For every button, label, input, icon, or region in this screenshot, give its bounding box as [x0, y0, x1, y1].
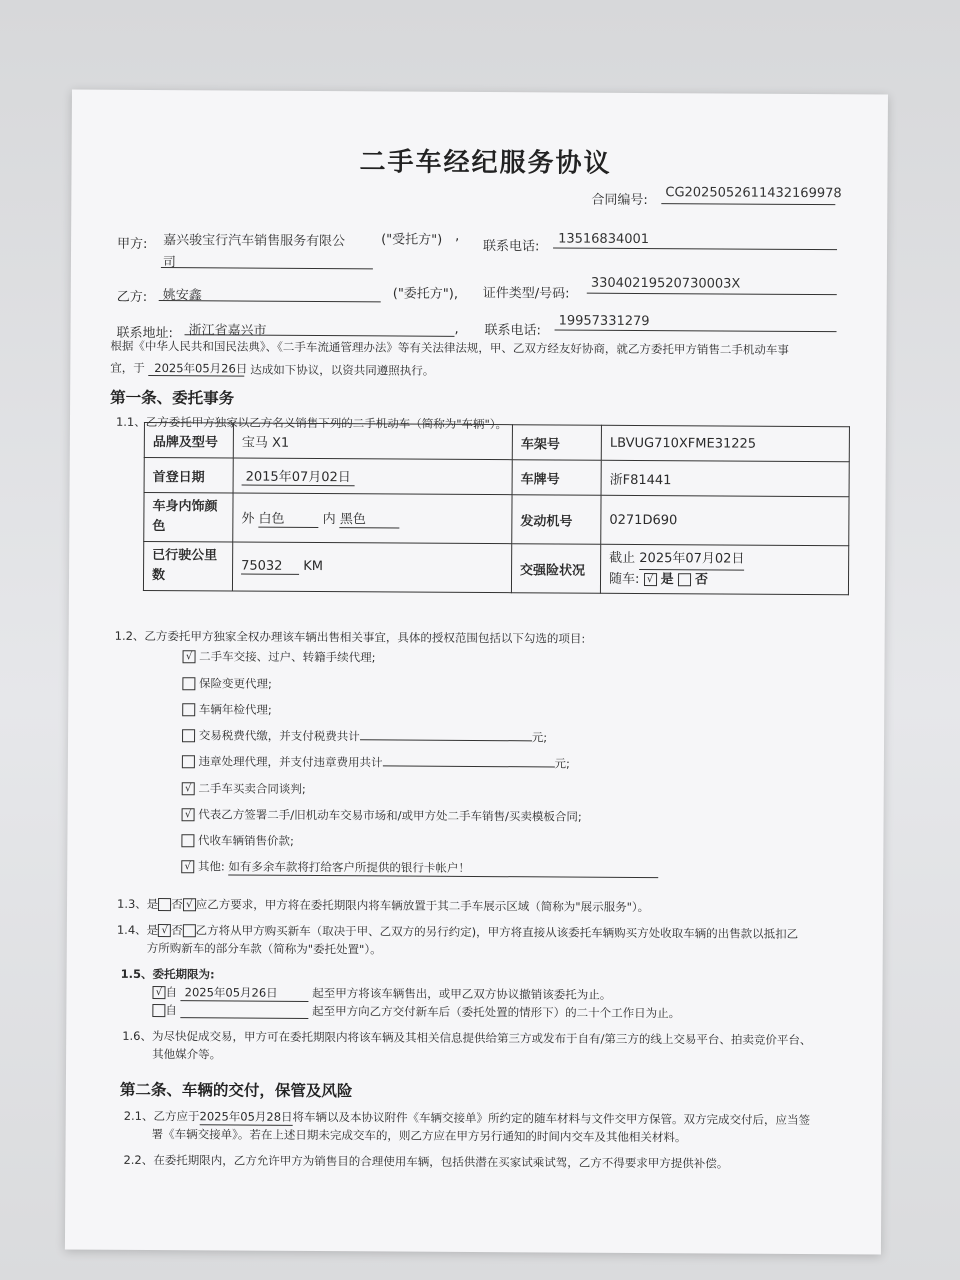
party-a-role: ("受托方") [381, 232, 443, 248]
clause-1-4-no-checkbox[interactable] [183, 924, 196, 937]
item-checkbox[interactable] [182, 677, 195, 690]
clause-1-4-line2: 方所购新车的部分车款（简称为"委托处置"）。 [146, 940, 382, 957]
item-text: 代收车辆销售价款; [198, 833, 294, 848]
term-row-1 [152, 984, 611, 1004]
term-row-2 [152, 1002, 680, 1021]
term-2-checkbox[interactable] [152, 1004, 165, 1017]
clause-2-2: 2.2、在委托期限内，乙方允许甲方为销售目的合理使用车辆，包括供潜在买家试乘试驾，乙方不得要求甲方提供补偿。 [123, 1152, 729, 1171]
term-2-text: 起至甲方向乙方交付新车后（委托处置的情形下）的二十个工作日为止。 [312, 1003, 681, 1021]
mileage-unit: KM [303, 558, 324, 575]
plate-value: 浙F81441 [601, 460, 849, 497]
exterior-label: 外 [241, 511, 255, 527]
list-item [182, 701, 272, 718]
exterior-color: 白色 [258, 508, 318, 528]
vin-label: 车架号 [512, 425, 601, 461]
item-text: 其他: [197, 859, 225, 874]
party-b-phone-underline [555, 329, 837, 332]
other-item-fill: 如有多余车款将打给客户所提供的银行卡帐户！ [228, 858, 658, 878]
item-checkbox[interactable] [182, 755, 195, 768]
color-label [144, 492, 233, 542]
mileage-label-line2: 数 [151, 568, 166, 584]
engine-label: 发动机号 [512, 495, 601, 545]
party-b-address-comma: , [454, 321, 459, 337]
clause-1-5-heading: 1.5、委托期限为: [120, 966, 215, 982]
insurance-no-label: 否 [694, 571, 709, 587]
item-checkbox[interactable]: √ [183, 650, 196, 663]
mileage-cell [232, 542, 511, 593]
party-b-id-underline [587, 293, 837, 296]
term-1-checkbox[interactable]: √ [152, 986, 165, 999]
clause-1-3-yes-checkbox[interactable] [158, 898, 171, 911]
item-text: 车辆年检代理; [198, 702, 272, 717]
party-b-name: 姚安鑫 [162, 288, 202, 304]
party-b-phone: 19957331279 [558, 313, 650, 330]
insurance-cell [600, 544, 848, 595]
item-checkbox[interactable] [181, 834, 194, 847]
term-1-text: 起至甲方将该车辆售出，或甲乙双方协议撤销该委托为止。 [312, 985, 612, 1002]
party-a-name-underline [161, 267, 373, 269]
mileage-value: 75032 [241, 559, 299, 575]
party-a-phone: 13516834001 [558, 231, 650, 248]
insurance-yes-checkbox[interactable]: √ [644, 573, 657, 586]
preamble-date: 2025年05月26日 [154, 361, 248, 376]
clause-1-4-no-label: 否 [171, 923, 183, 938]
plate-label: 车牌号 [512, 460, 601, 496]
party-b-label: 乙方: [116, 289, 148, 305]
preamble-pre: 宜，于 [110, 360, 145, 375]
preamble-line1: 根据《中华人民共和国民法典》、《二手车流通管理办法》等有关法律法规，甲、乙双方经友好协商，就乙方委托甲方销售二手机动车事 [110, 338, 789, 357]
item-suffix: 元; [554, 756, 570, 771]
clause-1-2: 1.2、乙方委托甲方独家全权办理该车辆出售相关事宜，具体的授权范围包括以下勾选的项目: [114, 628, 586, 646]
item-text: 二手车买卖合同谈判; [198, 781, 306, 796]
item-checkbox[interactable]: √ [182, 808, 195, 821]
brand-value: 宝马 X1 [233, 423, 512, 460]
clause-1-4-text: 乙方将从甲方购买新车（取决于甲、乙双方的另行约定)，甲方将直接从该委托车辆购买方处收取车辆的出售款以抵扣乙 [195, 923, 799, 941]
item-checkbox[interactable]: √ [182, 782, 195, 795]
list-item [182, 675, 272, 692]
contract-no-underline [661, 203, 835, 205]
clause-1-3-yes-label: 1.3、是 [116, 896, 159, 912]
clause-1-6-line1: 1.6、为尽快促成交易，甲方可在委托期限内将该车辆及其相关信息提供给第三方或发布于自有/第三方的线上交易平台、拍卖竞价平台、 [122, 1028, 812, 1048]
party-b-id: 33040219520730003X [590, 275, 741, 292]
clause-2-1-line2: 署《车辆交接单》。若在上述日期未完成交车的，则乙方应在甲方另行通知的时间内交车及其他相关材料。 [151, 1127, 687, 1145]
item-text: 交易税费代缴，并支付税费共计 [198, 728, 360, 744]
list-item [181, 858, 658, 878]
insurance-with-label: 随车: [608, 571, 640, 587]
clause-2-1-date: 2025年05月28日 [199, 1109, 293, 1124]
color-cell [233, 493, 512, 544]
color-label-line2: 色 [152, 519, 166, 535]
clause-1-3-text: 应乙方要求，甲方将在委托期限内将车辆放置于其二手车展示区域（简称为"展示服务"）。 [195, 897, 650, 915]
list-item [182, 806, 582, 824]
clause-1-3-no-checkbox[interactable]: √ [183, 898, 196, 911]
item-text: 代表乙方签署二手/旧机动车交易市场和/或甲方处二手车销售/买卖模板合同; [198, 807, 582, 824]
insurance-until-date: 2025年07月02日 [639, 548, 744, 570]
term-1-from: 自 [165, 985, 178, 1000]
article1-heading: 第一条、委托事务 [110, 388, 235, 408]
tax-amount-blank[interactable] [360, 739, 532, 741]
clause-1-6-line2: 其他媒介等。 [152, 1047, 222, 1062]
clause-1-3-no-label: 否 [171, 897, 183, 912]
party-a-name-line2: 司 [162, 255, 177, 271]
item-text: 二手车交接、过户、转籍手续代理; [199, 649, 376, 665]
table-row [144, 422, 849, 461]
insurance-no-checkbox[interactable] [678, 573, 691, 586]
brand-label: 品牌及型号 [144, 422, 233, 458]
clause-2-1-pre: 2.1、乙方应于 [123, 1108, 200, 1124]
table-row [143, 541, 848, 594]
clause-1-4-yes-label: 1.4、是 [116, 922, 159, 938]
table-row [144, 457, 849, 496]
insurance-yes-label: 是 [660, 571, 674, 587]
mileage-label-line1: 已行驶公里 [152, 548, 218, 564]
list-item [181, 832, 294, 849]
mileage-label [143, 541, 232, 591]
party-a-comma: , [455, 228, 460, 244]
interior-color: 黑色 [340, 508, 400, 528]
clause-1-3 [117, 896, 649, 915]
contract-no-value: CG2025052611432169978 [665, 185, 842, 202]
item-checkbox[interactable]: √ [181, 860, 194, 873]
list-item [182, 780, 306, 797]
item-text: 保险变更代理; [198, 676, 272, 691]
violation-amount-blank[interactable] [383, 765, 555, 767]
clause-1-1: 1.1、乙方委托甲方独家以乙方名义销售下列的二手机动车（简称为"车辆"）。 [115, 414, 508, 432]
term-2-from: 自 [165, 1003, 177, 1018]
vehicle-info-table [143, 422, 850, 595]
term-2-date-blank[interactable] [180, 1003, 308, 1019]
party-b-id-label: 证件类型/号码: [482, 286, 570, 302]
color-label-line1: 车身内饰颜 [152, 499, 218, 515]
engine-value: 0271D690 [601, 495, 849, 546]
contract-no-label: 合同编号: [591, 192, 648, 209]
list-item [182, 648, 375, 665]
term-1-date: 2025年05月26日 [181, 984, 309, 1002]
insurance-until-label: 截止 [609, 550, 636, 566]
item-checkbox[interactable] [182, 729, 195, 742]
first-reg-cell [233, 458, 512, 495]
contract-page [65, 90, 888, 1255]
party-b-phone-label: 联系电话: [484, 323, 541, 339]
preamble-date-underline [148, 375, 244, 377]
first-reg-label: 首登日期 [144, 457, 233, 493]
clause-2-1-text: 将车辆以及本协议附件《车辆交接单》所约定的随车材料与文件交甲方保管。双方完成交付后，应当签 [292, 1109, 811, 1128]
party-b-role: ("委托方"), [392, 286, 459, 302]
first-reg-value: 2015年07月02日 [242, 466, 355, 487]
list-item [182, 753, 570, 771]
party-a-phone-underline [553, 247, 837, 250]
clause-1-4-yes-checkbox[interactable]: √ [158, 924, 171, 937]
party-a-phone-label: 联系电话: [483, 239, 540, 255]
party-b-address-label: 联系地址: [116, 325, 173, 342]
party-a-name-line1: 嘉兴骏宝行汽车销售服务有限公 [163, 233, 346, 250]
party-a-label: 甲方: [117, 236, 148, 252]
item-checkbox[interactable] [182, 703, 195, 716]
item-text: 违章处理代理，并支付违章费用共计 [198, 754, 383, 770]
item-suffix: 元; [531, 730, 548, 745]
interior-label: 内 [322, 512, 336, 528]
insurance-label: 交强险状况 [511, 544, 600, 594]
vin-value: LBVUG710XFME31225 [601, 425, 849, 462]
preamble-post: 达成如下协议，以资共同遵照执行。 [250, 362, 435, 378]
party-b-address: 浙江省嘉兴市 [188, 323, 267, 339]
list-item [182, 727, 547, 745]
document-title: 二手车经纪服务协议 [359, 147, 612, 179]
clause-1-4 [117, 922, 798, 942]
article2-heading: 第二条、车辆的交付，保管及风险 [119, 1080, 353, 1101]
table-row [144, 492, 849, 545]
